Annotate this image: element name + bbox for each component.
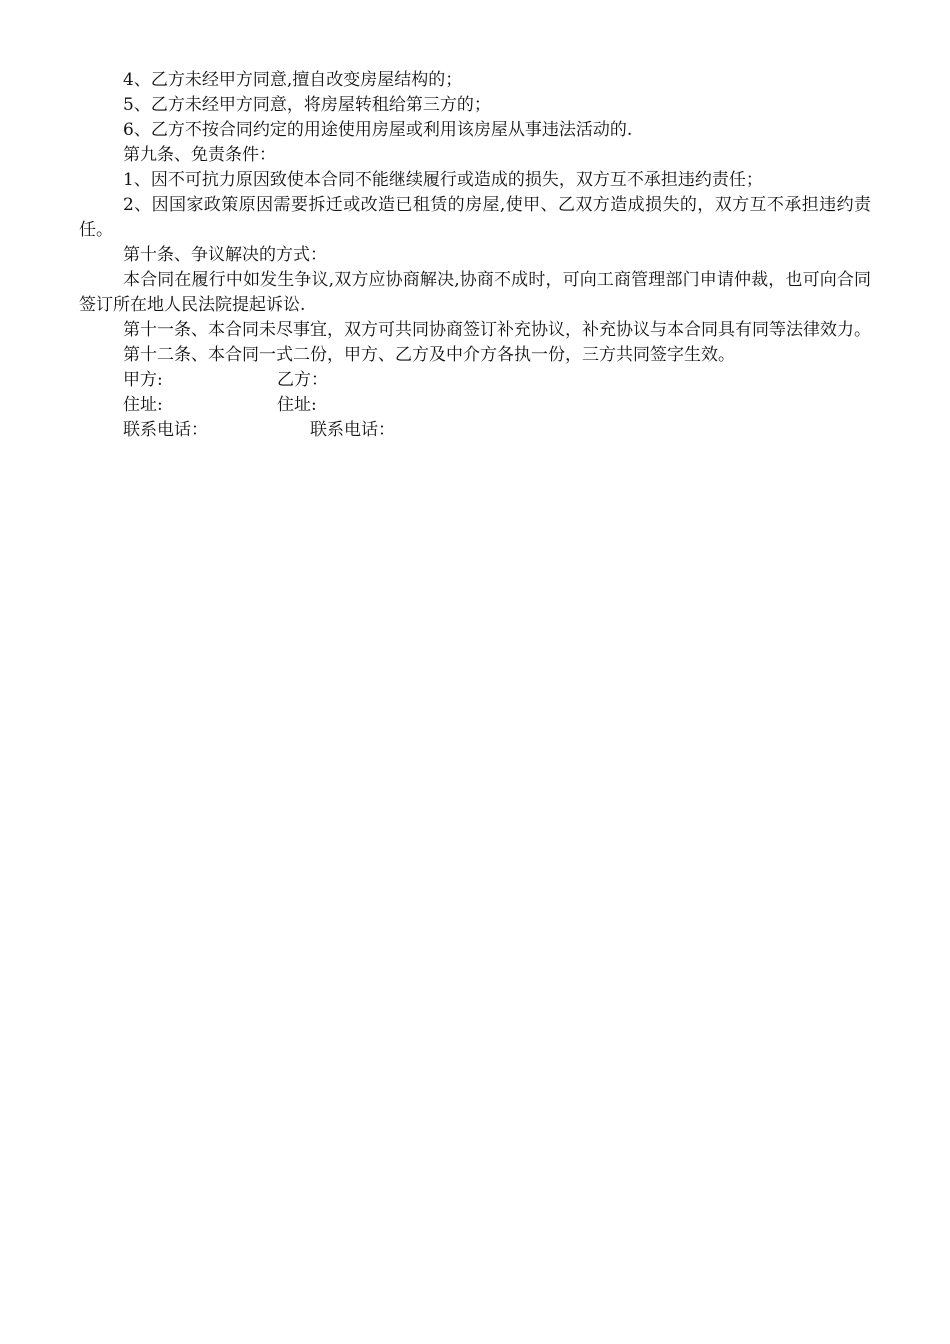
clause-item-5: 5、乙方未经甲方同意，将房屋转租给第三方的； [123, 95, 491, 115]
signature-phone-row [79, 418, 871, 443]
article-11: 第十一条、本合同未尽事宜，双方可共同协商签订补充协议，补充协议与本合同具有同等法律效力。 [123, 320, 871, 340]
party-a-label: 甲方: [123, 370, 163, 390]
address-b-label: 住址: [277, 395, 317, 415]
document-page [79, 68, 871, 443]
article-10-body: 本合同在履行中如发生争议,双方应协商解决,协商不成时，可向工商管理部门申请仲裁，也可向合同签订所在地人民法院提起诉讼. [79, 270, 871, 315]
article-10-heading: 第十条、争议解决的方式： [123, 245, 327, 265]
phone-a-label: 联系电话： [123, 420, 208, 440]
clause-item-6: 6、乙方不按合同约定的用途使用房屋或利用该房屋从事违法活动的. [123, 120, 633, 140]
address-a-label: 住址: [123, 395, 163, 415]
signature-party-row [79, 368, 871, 393]
article-9-heading: 第九条、免责条件： [123, 145, 276, 165]
party-b-label: 乙方： [277, 370, 328, 390]
phone-b-label: 联系电话： [310, 420, 395, 440]
article-12: 第十二条、本合同一式二份，甲方、乙方及中介方各执一份，三方共同签字生效。 [123, 345, 735, 365]
article-9-item-2: 2、因国家政策原因需要拆迁或改造已租赁的房屋,使甲、乙双方造成损失的，双方互不承担违约责任。 [79, 195, 871, 240]
signature-address-row [79, 393, 871, 418]
clause-item-4: 4、乙方未经甲方同意,擅自改变房屋结构的； [123, 70, 463, 90]
article-9-item-1: 1、因不可抗力原因致使本合同不能继续履行或造成的损失，双方互不承担违约责任； [123, 170, 763, 190]
